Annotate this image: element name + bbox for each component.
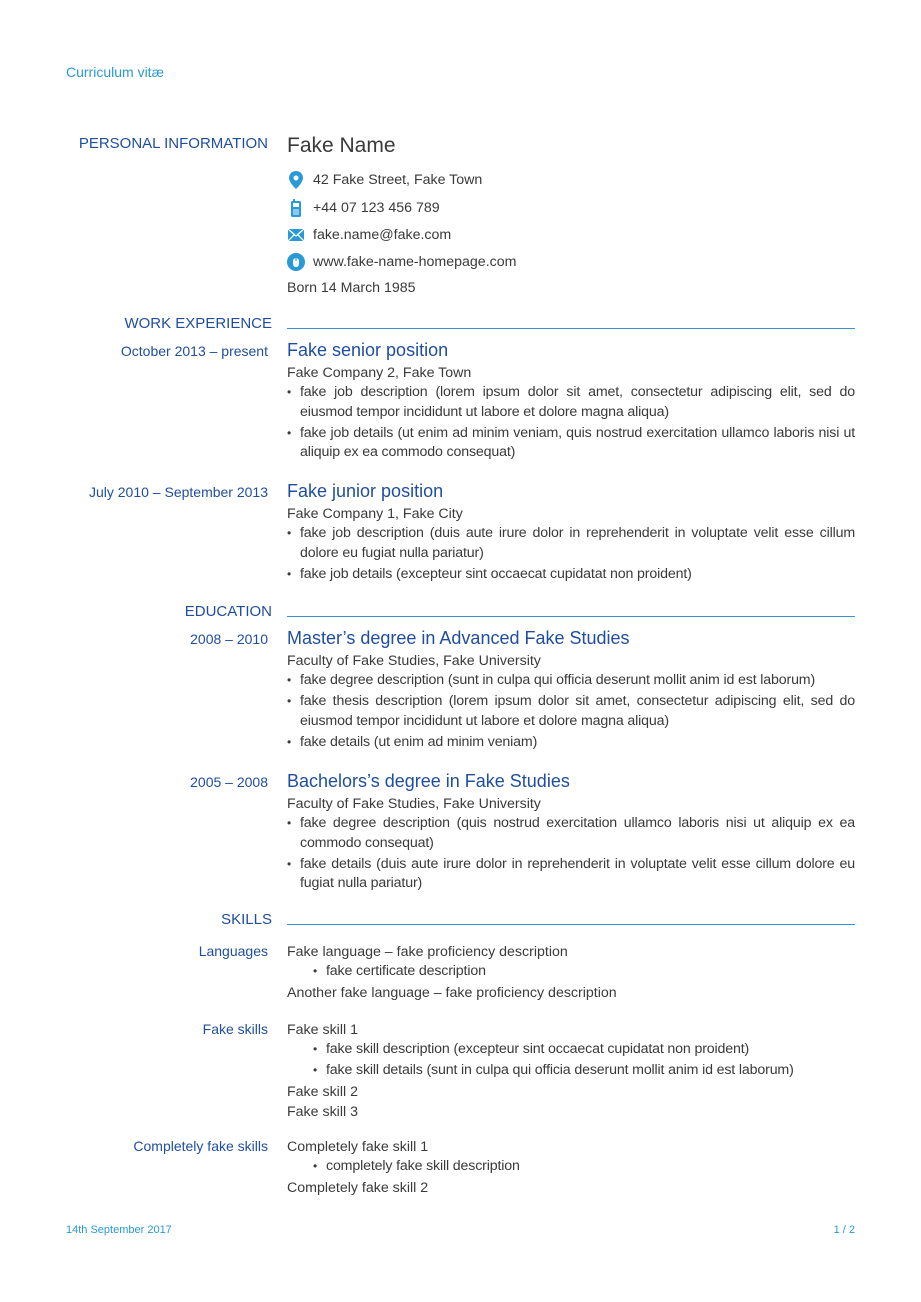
entry-bullet: • fake job description (duis aute irure dolor in reprehenderit in voluptate velit esse cillum dolore eu fugiat nulla pariatur) [287, 524, 855, 563]
entry-organization: Faculty of Fake Studies, Fake University [287, 653, 541, 669]
entry-title: Master’s degree in Advanced Fake Studies [287, 628, 630, 648]
entry-bullet: • fake details (ut enim ad minim veniam) [287, 733, 855, 753]
work-entry [287, 480, 855, 586]
entry-bullet: • fake details (duis aute irure dolor in reprehenderit in voluptate velit esse cillum dolore eu fugiat nulla pariatur) [287, 855, 855, 894]
entry-date: October 2013 – present [120, 343, 268, 359]
document-title: Curriculum vitæ [66, 64, 165, 80]
skill-item: Completely fake skill 2 [287, 1180, 429, 1196]
location-pin-icon [287, 171, 305, 189]
skill-group-languages [287, 942, 855, 1003]
entry-title: Bachelors’s degree in Fake Studies [287, 771, 570, 791]
skill-item: Fake skill 3 [287, 1104, 358, 1120]
skill-group-fake [287, 1020, 855, 1122]
work-entry [287, 339, 855, 464]
birth-date: Born 14 March 1985 [287, 280, 416, 296]
skill-item: Completely fake skill 1 [287, 1139, 429, 1155]
skill-item: Fake skill 1 [287, 1022, 358, 1038]
entry-date: July 2010 – September 2013 [88, 484, 268, 500]
education-entry [287, 770, 855, 895]
entry-organization: Fake Company 1, Fake City [287, 506, 463, 522]
skill-bullet: • fake skill description (excepteur sint occaecat cupidatat non proident) [313, 1040, 855, 1060]
entry-bullet: • fake job details (ut enim ad minim veniam, quis nostrud exercitation ullamco laboris nisi ut aliquip ex ea commodo consequat) [287, 424, 855, 463]
entry-bullet: • fake degree description (quis nostrud exercitation ullamco laboris nisi ut aliquip ex ea commodo consequat) [287, 814, 855, 853]
skill-bullet: • fake skill details (sunt in culpa qui officia deserunt mollit anim id est laborum) [313, 1061, 855, 1081]
skill-category-label: Fake skills [202, 1021, 268, 1037]
footer-date: 14th September 2017 [66, 1224, 172, 1236]
entry-bullet: • fake thesis description (lorem ipsum dolor sit amet, consectetur adipiscing elit, sed do eiusmod tempor incididunt ut labore et dolore magna aliqua) [287, 692, 855, 731]
entry-bullet: • fake job description (lorem ipsum dolor sit amet, consectetur adipiscing elit, sed do eiusmod tempor incididunt ut labore et dolore magna aliqua) [287, 383, 855, 422]
entry-title: Fake junior position [287, 481, 444, 501]
skill-bullet: • completely fake skill description [313, 1157, 855, 1177]
email-row [287, 225, 451, 245]
section-skills: SKILLS [221, 911, 272, 928]
skill-item: Another fake language – fake proficiency description [287, 985, 617, 1001]
entry-bullet: • fake degree description (sunt in culpa qui officia deserunt mollit anim id est laborum) [287, 671, 855, 691]
skill-group-completely-fake [287, 1137, 855, 1198]
section-work-experience: WORK EXPERIENCE [124, 315, 272, 332]
email-envelope-icon [287, 226, 305, 244]
section-divider [287, 924, 855, 925]
mouse-web-icon [287, 253, 305, 271]
address-text: 42 Fake Street, Fake Town [313, 172, 483, 188]
skill-bullet: • fake certificate description [313, 962, 855, 982]
skill-category-label: Languages [198, 943, 268, 959]
entry-date: 2008 – 2010 [190, 631, 268, 647]
phone-row [287, 198, 440, 218]
email-link[interactable]: fake.name@fake.com [313, 227, 452, 243]
phone-text: +44 07 123 456 789 [313, 200, 440, 216]
skill-category-label: Completely fake skills [133, 1138, 268, 1154]
section-personal-information: PERSONAL INFORMATION [78, 135, 268, 152]
website-row [287, 252, 516, 272]
entry-title: Fake senior position [287, 340, 449, 360]
entry-organization: Faculty of Fake Studies, Fake University [287, 796, 541, 812]
entry-date: 2005 – 2008 [190, 774, 268, 790]
page-number: 1 / 2 [833, 1224, 855, 1236]
section-divider [287, 328, 855, 329]
address-row [287, 170, 482, 190]
skill-item: Fake skill 2 [287, 1084, 358, 1100]
skill-item: Fake language – fake proficiency description [287, 944, 568, 960]
mobile-phone-icon [287, 199, 305, 217]
entry-organization: Fake Company 2, Fake Town [287, 365, 472, 381]
entry-bullet: • fake job details (excepteur sint occaecat cupidatat non proident) [287, 565, 855, 585]
section-education: EDUCATION [184, 603, 272, 620]
education-entry [287, 627, 855, 754]
full-name: Fake Name [287, 134, 396, 157]
section-divider [287, 616, 855, 617]
website-link[interactable]: www.fake-name-homepage.com [313, 254, 517, 270]
